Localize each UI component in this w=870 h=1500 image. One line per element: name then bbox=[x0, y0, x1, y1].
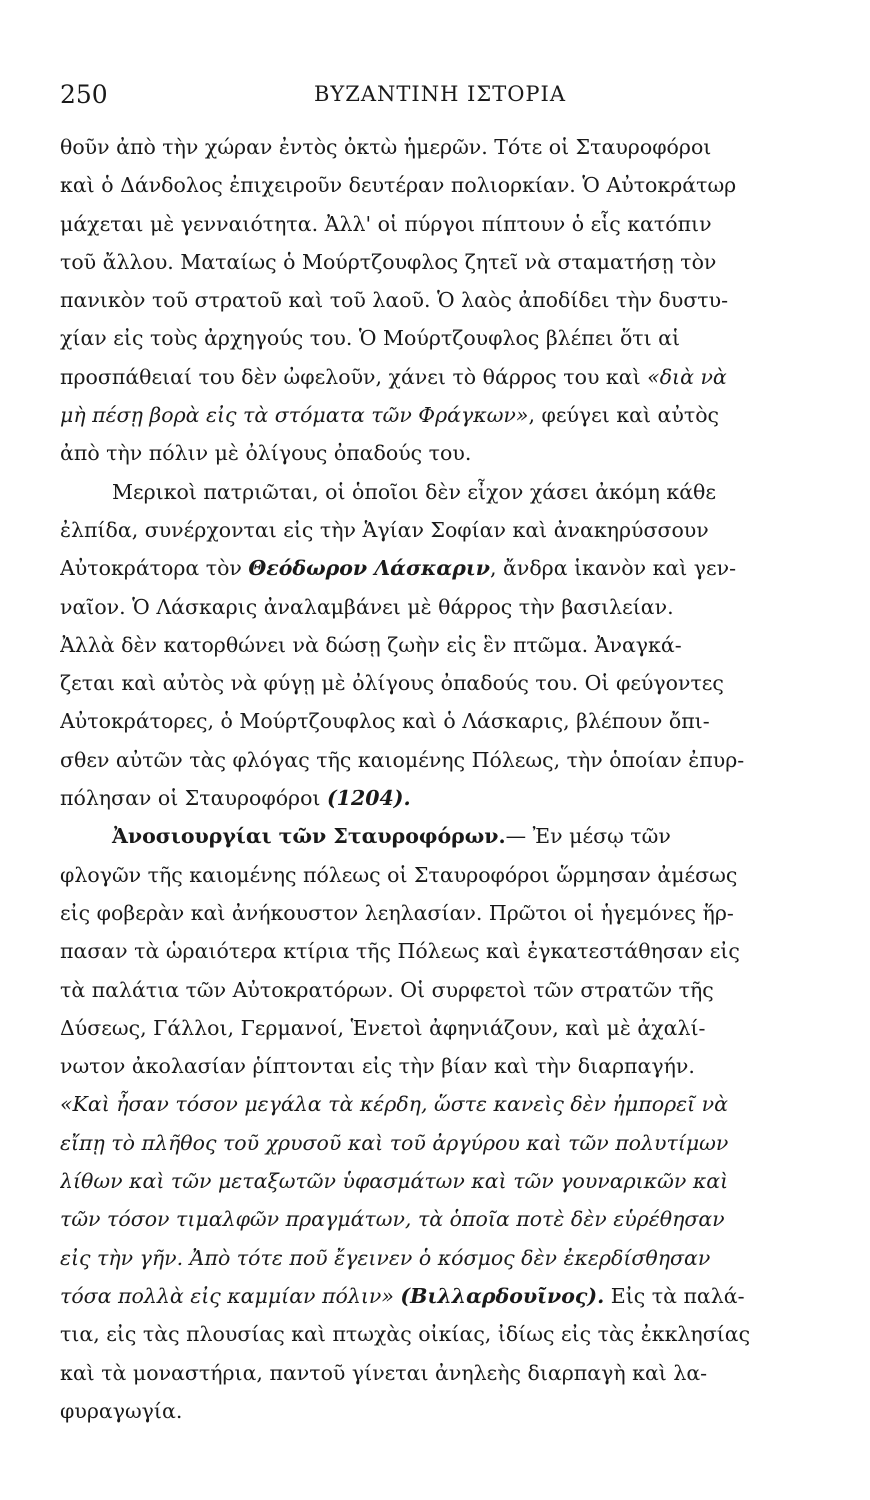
text-segment: φλογῶν τῆς καιομένης πόλεως οἱ Σταυροφόροι ὥρμησαν ἀμέσως bbox=[60, 862, 738, 887]
text-segment: Αὐτοκράτορα τὸν bbox=[60, 556, 249, 581]
text-line bbox=[60, 166, 838, 204]
text-line bbox=[60, 741, 838, 779]
text-line bbox=[60, 511, 838, 549]
text-segment: καὶ ὁ Δάνδολος ἐπιχειροῦν δευτέραν πολιορκίαν. Ὁ Αὐτοκράτωρ bbox=[60, 173, 737, 198]
emphasis-text: εἰς τὴν γῆν. Ἀπὸ τότε ποῦ ἔγεινεν ὁ κόσμος δὲν ἐκερδίσθησαν bbox=[60, 1245, 711, 1270]
text-segment: τοῦ ἄλλου. Ματαίως ὁ Μούρτζουφλος ζητεῖ νὰ σταματήσῃ τὸν bbox=[60, 249, 717, 274]
text-line bbox=[60, 128, 838, 166]
text-segment: , φεύγει καὶ αὐτὸς bbox=[528, 403, 720, 428]
emphasis-text: λίθων καὶ τῶν μεταξωτῶν ὑφασμάτων καὶ τῶν γουναρικῶν καὶ bbox=[60, 1169, 729, 1194]
section-heading: Ἀνοσιουργίαι τῶν Σταυροφόρων. bbox=[112, 824, 506, 849]
text-line bbox=[60, 894, 838, 932]
text-segment: τὰ παλάτια τῶν Αὐτοκρατόρων. Οἱ συρφετοὶ τῶν στρατῶν τῆς bbox=[60, 977, 714, 1002]
text-line bbox=[60, 1277, 838, 1315]
emphasis-text: «διὰ νὰ bbox=[647, 364, 727, 389]
text-line bbox=[60, 434, 838, 472]
emphasis-text: μὴ πέσῃ βορὰ εἰς τὰ στόματα τῶν Φράγκων» bbox=[60, 403, 529, 428]
text-line bbox=[60, 971, 838, 1009]
text-segment: σθεν αὐτῶν τὰς φλόγας τῆς καιομένης Πόλεως, τὴν ὁποίαν ἐπυρ- bbox=[60, 747, 745, 772]
text-line bbox=[60, 205, 838, 243]
text-line bbox=[60, 1085, 838, 1123]
emphasis-text: τόσα πολλὰ εἰς καμμίαν πόλιν» bbox=[60, 1283, 394, 1308]
text-segment: ἐλπίδα, συνέρχονται εἰς τὴν Ἁγίαν Σοφίαν καὶ ἀνακηρύσσουν bbox=[60, 517, 709, 542]
text-line bbox=[60, 281, 838, 319]
text-line bbox=[60, 1200, 838, 1238]
text-segment: τια, εἰς τὰς πλουσίας καὶ πτωχὰς οἰκίας, ἰδίως εἰς τὰς ἐκκλησίας bbox=[60, 1322, 751, 1347]
text-segment: προσπάθειαί του δὲν ὠφελοῦν, χάνει τὸ θάρρος του καὶ bbox=[60, 364, 648, 389]
text-segment: ἀπὸ τὴν πόλιν μὲ ὀλίγους ὀπαδούς του. bbox=[60, 441, 472, 466]
text-line bbox=[60, 243, 838, 281]
text-segment: Αὐτοκράτορες, ὁ Μούρτζουφλος καὶ ὁ Λάσκαρις, βλέπουν ὄπι- bbox=[60, 709, 710, 734]
text-line bbox=[60, 664, 838, 702]
running-head: ΒΥΖΑΝΤΙΝΗ ΙΣΤΟΡΙΑ bbox=[313, 82, 567, 106]
text-line bbox=[60, 626, 838, 664]
text-line bbox=[60, 856, 838, 894]
text-line bbox=[60, 702, 838, 740]
text-segment: πανικὸν τοῦ στρατοῦ καὶ τοῦ λαοῦ. Ὁ λαὸς ἀποδίδει τὴν δυστυ- bbox=[60, 288, 729, 313]
text-line bbox=[60, 358, 838, 396]
text-segment: πόλησαν οἱ Σταυροφόροι bbox=[60, 786, 327, 811]
emphasis-text: Θεόδωρον Λάσκαριν bbox=[248, 556, 490, 581]
text-segment: Δύσεως, Γάλλοι, Γερμανοί, Ἑνετοὶ ἀφηνιάζουν, καὶ μὲ ἀχαλί- bbox=[60, 1015, 706, 1040]
text-line bbox=[60, 1047, 838, 1085]
text-line bbox=[60, 319, 838, 357]
text-line bbox=[60, 779, 838, 817]
page-header bbox=[60, 80, 820, 120]
text-line bbox=[60, 1354, 838, 1392]
text-line bbox=[60, 396, 838, 434]
text-line bbox=[60, 1392, 838, 1430]
text-segment: Εἰς τὰ παλά- bbox=[604, 1283, 745, 1308]
text-line bbox=[60, 473, 838, 511]
text-segment: φυραγωγία. bbox=[60, 1398, 183, 1423]
text-segment: θοῦν ἀπὸ τὴν χώραν ἐντὸς ὀκτὼ ἡμερῶν. Τότε οἱ Σταυροφόροι bbox=[60, 135, 712, 159]
text-line bbox=[60, 1124, 838, 1162]
text-line bbox=[60, 932, 838, 970]
text-segment: χίαν εἰς τοὺς ἀρχηγούς του. Ὁ Μούρτζουφλος βλέπει ὅτι αἱ bbox=[60, 326, 681, 351]
text-line bbox=[60, 588, 838, 626]
text-line bbox=[60, 1162, 838, 1200]
text-segment: νωτον ἀκολασίαν ῥίπτονται εἰς τὴν βίαν καὶ τὴν διαρπαγήν. bbox=[60, 1054, 695, 1079]
emphasis-text: «Καὶ ἦσαν τόσον μεγάλα τὰ κέρδη, ὥστε κανεὶς δὲν ἠμπορεῖ νὰ bbox=[60, 1092, 728, 1117]
page-number: 250 bbox=[60, 80, 108, 109]
text-line bbox=[60, 1239, 838, 1277]
text-segment: Μερικοὶ πατριῶται, οἱ ὁποῖοι δὲν εἶχον χάσει ἀκόμη κάθε bbox=[112, 479, 717, 504]
emphasis-text: εἴπῃ τὸ πλῆθος τοῦ χρυσοῦ καὶ τοῦ ἀργύρου καὶ τῶν πολυτίμων bbox=[60, 1130, 729, 1155]
text-segment: καὶ τὰ μοναστήρια, παντοῦ γίνεται ἀνηλεὴς διαρπαγὴ καὶ λα- bbox=[60, 1360, 708, 1385]
page-body bbox=[60, 128, 838, 1430]
text-line bbox=[60, 1315, 838, 1353]
text-line bbox=[60, 1009, 838, 1047]
text-segment: πασαν τὰ ὡραιότερα κτίρια τῆς Πόλεως καὶ ἐγκατεστάθησαν εἰς bbox=[60, 939, 740, 964]
text-segment: ναῖον. Ὁ Λάσκαρις ἀναλαμβάνει μὲ θάρρος τὴν βασιλείαν. bbox=[60, 594, 674, 619]
text-line bbox=[60, 549, 838, 587]
text-segment: μάχεται μὲ γενναιότητα. Ἀλλ' οἱ πύργοι πίπτουν ὁ εἷς κατόπιν bbox=[60, 211, 712, 236]
emphasis-text: τῶν τόσον τιμαλφῶν πραγμάτων, τὰ ὁποῖα ποτὲ δὲν εὑρέθησαν bbox=[60, 1207, 725, 1232]
emphasis-text: (1204). bbox=[326, 786, 411, 811]
text-segment: Ἀλλὰ δὲν κατορθώνει νὰ δώσῃ ζωὴν εἰς ἓν πτῶμα. Ἀναγκά- bbox=[60, 632, 682, 657]
text-segment: εἰς φοβερὰν καὶ ἀνήκουστον λεηλασίαν. Πρῶτοι οἱ ἡγεμόνες ἥρ- bbox=[60, 900, 734, 925]
emphasis-text: (Βιλλαρδουῖνος). bbox=[400, 1283, 605, 1308]
text-segment: — Ἐν μέσῳ τῶν bbox=[505, 824, 671, 849]
text-segment: , ἄνδρα ἱκανὸν καὶ γεν- bbox=[490, 556, 737, 581]
text-segment: ζεται καὶ αὐτὸς νὰ φύγῃ μὲ ὀλίγους ὀπαδούς του. Οἱ φεύγοντες bbox=[60, 671, 724, 696]
text-line bbox=[60, 817, 838, 855]
